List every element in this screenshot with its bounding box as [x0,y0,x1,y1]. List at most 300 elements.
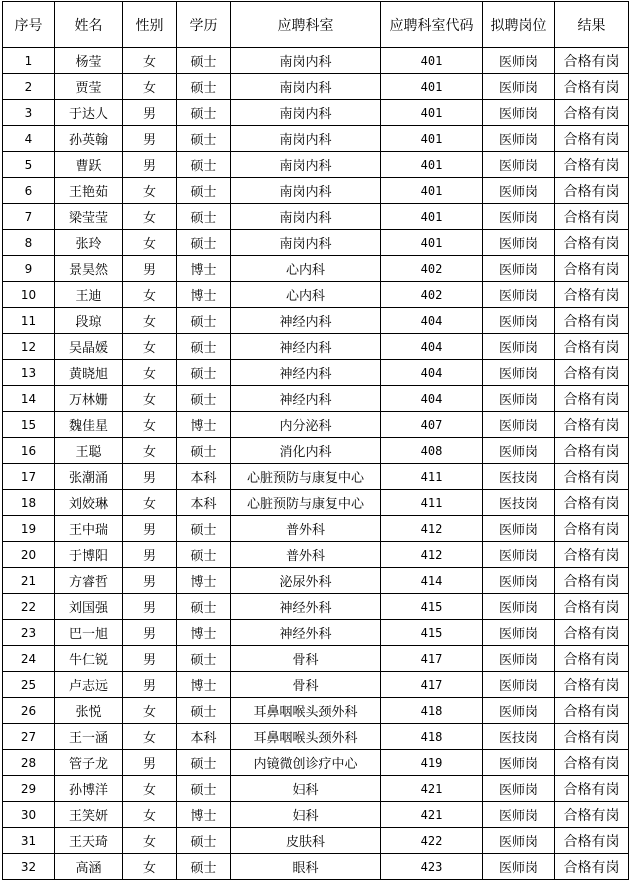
cell-department-code: 404 [381,360,483,386]
cell-education: 本科 [177,464,231,490]
header-cell-seq: 序号 [3,2,55,48]
cell-department-code: 418 [381,724,483,750]
table-row [3,48,629,74]
table-row [3,256,629,282]
cell-gender: 女 [123,282,177,308]
header-cell-result: 结果 [555,2,629,48]
cell-department-code: 412 [381,516,483,542]
cell-name: 王聪 [55,438,123,464]
cell-seq: 6 [3,178,55,204]
cell-department-code: 422 [381,828,483,854]
cell-department-code: 412 [381,542,483,568]
table-header [3,2,629,48]
table-row [3,724,629,750]
cell-position: 医技岗 [483,464,555,490]
cell-result: 合格有岗 [555,386,629,412]
cell-seq: 26 [3,698,55,724]
cell-gender: 男 [123,594,177,620]
cell-gender: 女 [123,724,177,750]
cell-department: 普外科 [231,542,381,568]
cell-name: 于博阳 [55,542,123,568]
cell-department: 南岗内科 [231,178,381,204]
cell-result: 合格有岗 [555,672,629,698]
cell-gender: 女 [123,438,177,464]
cell-department-code: 415 [381,594,483,620]
header-cell-department-code: 应聘科室代码 [381,2,483,48]
cell-department-code: 411 [381,464,483,490]
cell-education: 硕士 [177,594,231,620]
cell-department-code: 404 [381,386,483,412]
cell-position: 医师岗 [483,152,555,178]
cell-education: 硕士 [177,386,231,412]
cell-education: 硕士 [177,360,231,386]
cell-gender: 男 [123,100,177,126]
cell-department-code: 404 [381,308,483,334]
cell-gender: 女 [123,802,177,828]
cell-education: 硕士 [177,178,231,204]
cell-result: 合格有岗 [555,724,629,750]
cell-education: 硕士 [177,230,231,256]
cell-name: 刘国强 [55,594,123,620]
cell-gender: 男 [123,126,177,152]
cell-result: 合格有岗 [555,464,629,490]
cell-education: 硕士 [177,776,231,802]
header-cell-name: 姓名 [55,2,123,48]
cell-department-code: 401 [381,230,483,256]
cell-name: 高涵 [55,854,123,880]
cell-department-code: 401 [381,126,483,152]
cell-gender: 男 [123,516,177,542]
cell-education: 硕士 [177,646,231,672]
cell-position: 医师岗 [483,750,555,776]
cell-seq: 14 [3,386,55,412]
cell-department-code: 401 [381,178,483,204]
cell-position: 医师岗 [483,48,555,74]
cell-gender: 女 [123,828,177,854]
cell-position: 医师岗 [483,854,555,880]
cell-department: 骨科 [231,646,381,672]
table-row [3,854,629,880]
cell-result: 合格有岗 [555,308,629,334]
cell-position: 医师岗 [483,568,555,594]
cell-seq: 2 [3,74,55,100]
cell-result: 合格有岗 [555,230,629,256]
cell-name: 卢志远 [55,672,123,698]
table-row [3,308,629,334]
cell-result: 合格有岗 [555,256,629,282]
cell-department: 消化内科 [231,438,381,464]
cell-name: 张潮涌 [55,464,123,490]
cell-education: 硕士 [177,100,231,126]
cell-department: 神经内科 [231,334,381,360]
cell-seq: 27 [3,724,55,750]
cell-result: 合格有岗 [555,152,629,178]
cell-gender: 女 [123,854,177,880]
cell-result: 合格有岗 [555,126,629,152]
cell-seq: 10 [3,282,55,308]
cell-result: 合格有岗 [555,776,629,802]
cell-department: 神经内科 [231,308,381,334]
table-row [3,802,629,828]
table-row [3,438,629,464]
cell-department-code: 401 [381,100,483,126]
cell-seq: 9 [3,256,55,282]
cell-education: 硕士 [177,438,231,464]
cell-department-code: 415 [381,620,483,646]
cell-department: 南岗内科 [231,204,381,230]
cell-department: 神经外科 [231,594,381,620]
cell-gender: 男 [123,646,177,672]
cell-gender: 女 [123,308,177,334]
cell-result: 合格有岗 [555,48,629,74]
cell-education: 博士 [177,802,231,828]
cell-position: 医师岗 [483,412,555,438]
cell-position: 医师岗 [483,646,555,672]
cell-seq: 23 [3,620,55,646]
cell-name: 管子龙 [55,750,123,776]
table-row [3,828,629,854]
cell-education: 硕士 [177,48,231,74]
cell-seq: 4 [3,126,55,152]
cell-gender: 男 [123,672,177,698]
cell-result: 合格有岗 [555,828,629,854]
cell-department-code: 401 [381,48,483,74]
table-row [3,646,629,672]
cell-education: 硕士 [177,152,231,178]
cell-department-code: 407 [381,412,483,438]
cell-name: 方睿哲 [55,568,123,594]
cell-seq: 1 [3,48,55,74]
cell-department: 南岗内科 [231,48,381,74]
cell-name: 曹跃 [55,152,123,178]
cell-name: 王艳茹 [55,178,123,204]
cell-seq: 29 [3,776,55,802]
table-row [3,334,629,360]
table-row [3,776,629,802]
table-row [3,464,629,490]
cell-position: 医师岗 [483,438,555,464]
cell-name: 杨莹 [55,48,123,74]
cell-result: 合格有岗 [555,646,629,672]
cell-seq: 24 [3,646,55,672]
cell-department: 眼科 [231,854,381,880]
cell-position: 医师岗 [483,256,555,282]
cell-seq: 32 [3,854,55,880]
cell-education: 本科 [177,490,231,516]
cell-seq: 20 [3,542,55,568]
cell-department: 内分泌科 [231,412,381,438]
cell-department: 南岗内科 [231,100,381,126]
cell-name: 于达人 [55,100,123,126]
header-cell-gender: 性别 [123,2,177,48]
cell-seq: 3 [3,100,55,126]
cell-position: 医师岗 [483,776,555,802]
cell-position: 医师岗 [483,230,555,256]
cell-gender: 女 [123,490,177,516]
table-row [3,750,629,776]
cell-department-code: 401 [381,74,483,100]
cell-result: 合格有岗 [555,438,629,464]
header-cell-education: 学历 [177,2,231,48]
header-cell-position: 拟聘岗位 [483,2,555,48]
cell-result: 合格有岗 [555,334,629,360]
cell-department-code: 402 [381,282,483,308]
table-row [3,230,629,256]
table-row [3,204,629,230]
cell-department-code: 401 [381,152,483,178]
cell-department-code: 421 [381,776,483,802]
cell-name: 张玲 [55,230,123,256]
cell-seq: 8 [3,230,55,256]
cell-department: 心内科 [231,282,381,308]
table-row [3,282,629,308]
cell-education: 硕士 [177,828,231,854]
cell-result: 合格有岗 [555,568,629,594]
cell-department-code: 411 [381,490,483,516]
cell-education: 硕士 [177,334,231,360]
cell-position: 医师岗 [483,542,555,568]
cell-result: 合格有岗 [555,594,629,620]
cell-department: 耳鼻咽喉头颈外科 [231,724,381,750]
cell-department-code: 418 [381,698,483,724]
cell-gender: 男 [123,464,177,490]
cell-gender: 女 [123,74,177,100]
cell-department-code: 401 [381,204,483,230]
cell-gender: 女 [123,334,177,360]
cell-gender: 女 [123,204,177,230]
header-row [3,2,629,48]
cell-position: 医师岗 [483,100,555,126]
cell-gender: 女 [123,412,177,438]
table-row [3,360,629,386]
cell-department: 耳鼻咽喉头颈外科 [231,698,381,724]
cell-education: 硕士 [177,126,231,152]
cell-education: 硕士 [177,204,231,230]
cell-department: 妇科 [231,802,381,828]
cell-gender: 女 [123,386,177,412]
cell-result: 合格有岗 [555,542,629,568]
cell-name: 王迪 [55,282,123,308]
table-row [3,620,629,646]
table-body [3,48,629,880]
cell-position: 医师岗 [483,282,555,308]
cell-education: 博士 [177,256,231,282]
cell-department-code: 423 [381,854,483,880]
cell-seq: 13 [3,360,55,386]
cell-department: 心内科 [231,256,381,282]
cell-position: 医师岗 [483,360,555,386]
cell-department: 神经外科 [231,620,381,646]
cell-position: 医技岗 [483,490,555,516]
cell-department: 妇科 [231,776,381,802]
cell-position: 医师岗 [483,672,555,698]
cell-position: 医师岗 [483,386,555,412]
cell-department-code: 417 [381,672,483,698]
cell-result: 合格有岗 [555,698,629,724]
cell-department: 南岗内科 [231,126,381,152]
cell-department-code: 414 [381,568,483,594]
cell-position: 医师岗 [483,74,555,100]
cell-name: 景昊然 [55,256,123,282]
cell-name: 孙英翰 [55,126,123,152]
cell-name: 段琼 [55,308,123,334]
cell-department-code: 419 [381,750,483,776]
table-row [3,178,629,204]
table-row [3,152,629,178]
cell-department: 心脏预防与康复中心 [231,464,381,490]
cell-name: 孙博洋 [55,776,123,802]
cell-name: 王天琦 [55,828,123,854]
cell-name: 王笑妍 [55,802,123,828]
cell-name: 吴晶媛 [55,334,123,360]
cell-department: 普外科 [231,516,381,542]
cell-position: 医师岗 [483,828,555,854]
table-row [3,74,629,100]
table-row [3,100,629,126]
cell-gender: 男 [123,256,177,282]
cell-result: 合格有岗 [555,854,629,880]
cell-education: 博士 [177,412,231,438]
cell-education: 博士 [177,282,231,308]
cell-seq: 25 [3,672,55,698]
table-row [3,412,629,438]
cell-department: 心脏预防与康复中心 [231,490,381,516]
table-row [3,698,629,724]
cell-education: 硕士 [177,542,231,568]
cell-education: 硕士 [177,698,231,724]
cell-position: 医师岗 [483,620,555,646]
cell-result: 合格有岗 [555,802,629,828]
cell-department-code: 404 [381,334,483,360]
cell-seq: 21 [3,568,55,594]
cell-gender: 男 [123,542,177,568]
cell-department: 神经内科 [231,386,381,412]
cell-name: 魏佳星 [55,412,123,438]
cell-position: 医师岗 [483,204,555,230]
cell-result: 合格有岗 [555,750,629,776]
cell-position: 医师岗 [483,516,555,542]
cell-name: 牛仁锐 [55,646,123,672]
cell-result: 合格有岗 [555,178,629,204]
cell-gender: 男 [123,152,177,178]
cell-seq: 31 [3,828,55,854]
cell-department: 皮肤科 [231,828,381,854]
table-row [3,516,629,542]
cell-department-code: 408 [381,438,483,464]
cell-result: 合格有岗 [555,74,629,100]
cell-result: 合格有岗 [555,620,629,646]
cell-name: 刘姣琳 [55,490,123,516]
table-row [3,672,629,698]
cell-education: 博士 [177,620,231,646]
cell-seq: 22 [3,594,55,620]
cell-department: 骨科 [231,672,381,698]
cell-name: 王一涵 [55,724,123,750]
cell-seq: 30 [3,802,55,828]
cell-result: 合格有岗 [555,100,629,126]
cell-gender: 女 [123,48,177,74]
cell-seq: 17 [3,464,55,490]
cell-result: 合格有岗 [555,490,629,516]
table-row [3,490,629,516]
cell-gender: 女 [123,178,177,204]
cell-department: 内镜微创诊疗中心 [231,750,381,776]
cell-gender: 女 [123,776,177,802]
cell-gender: 男 [123,750,177,776]
cell-gender: 女 [123,230,177,256]
cell-name: 王中瑞 [55,516,123,542]
table-row [3,386,629,412]
cell-position: 医师岗 [483,802,555,828]
cell-name: 巴一旭 [55,620,123,646]
cell-result: 合格有岗 [555,360,629,386]
cell-gender: 男 [123,568,177,594]
table-row [3,568,629,594]
cell-department-code: 417 [381,646,483,672]
cell-seq: 7 [3,204,55,230]
cell-seq: 5 [3,152,55,178]
cell-education: 本科 [177,724,231,750]
table-row [3,542,629,568]
cell-position: 医师岗 [483,308,555,334]
cell-department-code: 402 [381,256,483,282]
cell-gender: 女 [123,698,177,724]
cell-seq: 28 [3,750,55,776]
cell-department: 南岗内科 [231,74,381,100]
cell-result: 合格有岗 [555,412,629,438]
cell-department: 南岗内科 [231,152,381,178]
cell-seq: 12 [3,334,55,360]
cell-position: 医师岗 [483,334,555,360]
cell-gender: 女 [123,360,177,386]
cell-result: 合格有岗 [555,282,629,308]
cell-department-code: 421 [381,802,483,828]
cell-seq: 19 [3,516,55,542]
cell-result: 合格有岗 [555,516,629,542]
cell-name: 贾莹 [55,74,123,100]
cell-education: 博士 [177,568,231,594]
cell-education: 硕士 [177,750,231,776]
cell-name: 梁莹莹 [55,204,123,230]
cell-position: 医师岗 [483,178,555,204]
cell-education: 硕士 [177,516,231,542]
cell-seq: 16 [3,438,55,464]
cell-result: 合格有岗 [555,204,629,230]
cell-department: 神经内科 [231,360,381,386]
cell-seq: 11 [3,308,55,334]
cell-position: 医师岗 [483,126,555,152]
cell-education: 硕士 [177,74,231,100]
table-row [3,594,629,620]
cell-seq: 15 [3,412,55,438]
cell-name: 万林姗 [55,386,123,412]
cell-name: 张悦 [55,698,123,724]
table-row [3,126,629,152]
header-cell-department: 应聘科室 [231,2,381,48]
cell-name: 黄晓旭 [55,360,123,386]
results-table [2,1,629,880]
cell-education: 博士 [177,672,231,698]
cell-education: 硕士 [177,308,231,334]
cell-gender: 男 [123,620,177,646]
cell-position: 医师岗 [483,698,555,724]
cell-seq: 18 [3,490,55,516]
cell-department: 南岗内科 [231,230,381,256]
cell-department: 泌尿外科 [231,568,381,594]
cell-position: 医技岗 [483,724,555,750]
cell-education: 硕士 [177,854,231,880]
cell-position: 医师岗 [483,594,555,620]
